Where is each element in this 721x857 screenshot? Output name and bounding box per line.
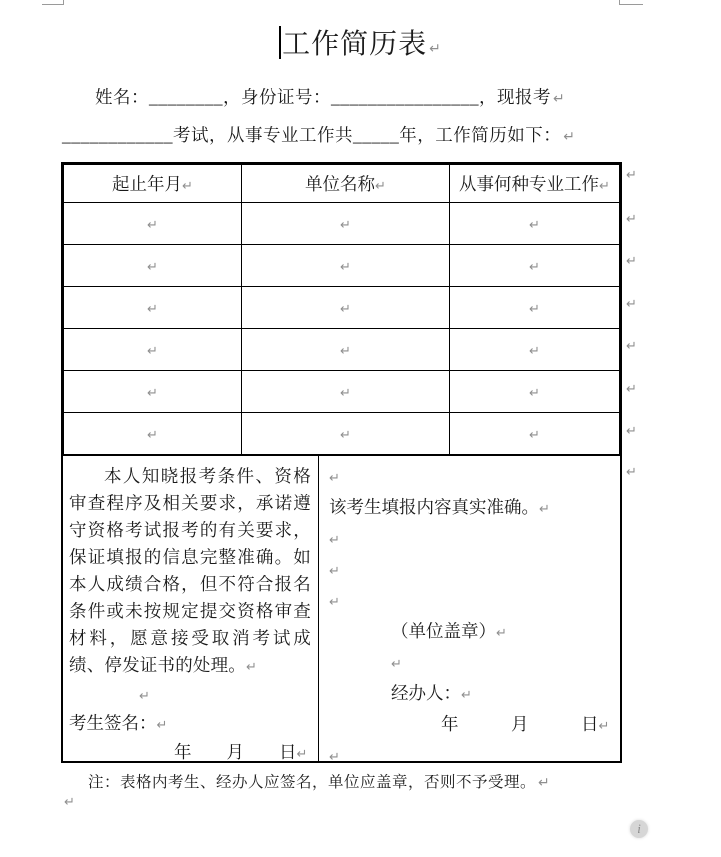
blank-line [329, 555, 620, 586]
empty-cell [242, 329, 450, 371]
text-cursor [279, 26, 281, 59]
paragraph-mark-icon: ↵ [391, 657, 402, 672]
empty-cell [64, 329, 242, 371]
header-label: 单位名称 [305, 174, 376, 194]
row-end-mark-icon: ↵ [626, 465, 637, 480]
paragraph-mark-icon: ↵ [539, 502, 550, 517]
paragraph-mark-icon: ↵ [329, 750, 340, 765]
intro-line-2-text: ____________考试，从事专业工作共_____年，工作简历如下： [62, 125, 562, 145]
unit-date-line [329, 710, 620, 741]
paragraph-mark-icon: ↵ [529, 260, 540, 275]
table-row [64, 245, 620, 287]
paragraph-mark-icon: ↵ [340, 218, 351, 233]
table-header-row [64, 165, 620, 203]
paragraph-mark-icon: ↵ [461, 688, 472, 703]
row-end-mark-icon: ↵ [626, 382, 637, 397]
paragraph-mark-icon: ↵ [329, 471, 340, 486]
paragraph-mark-icon: ↵ [156, 718, 168, 733]
paragraph-mark-icon: ↵ [147, 218, 158, 233]
paragraph-mark-icon: ↵ [296, 747, 308, 762]
paragraph-mark-icon: ↵ [139, 689, 150, 704]
intro-line-2 [62, 122, 575, 147]
empty-cell [64, 203, 242, 245]
empty-cell [242, 203, 450, 245]
header-cell-work [450, 165, 620, 203]
unit-verification-cell [319, 456, 620, 765]
candidate-signature-line [69, 710, 311, 739]
paragraph-mark-icon: ↵ [340, 428, 351, 443]
blank-line [329, 462, 620, 493]
empty-cell [64, 413, 242, 455]
empty-cell [64, 371, 242, 413]
resume-table [61, 162, 622, 763]
empty-cell [242, 245, 450, 287]
row-end-mark-icon: ↵ [626, 168, 637, 183]
paragraph-mark-icon: ↵ [147, 428, 158, 443]
blank-line [329, 524, 620, 555]
blank-line [69, 681, 311, 710]
verification-statement-line [329, 493, 620, 524]
table-row [64, 413, 620, 455]
empty-cell [242, 413, 450, 455]
row-end-mark-icon: ↵ [626, 212, 637, 227]
candidate-signature-label: 考生签名： [69, 713, 157, 733]
empty-cell [64, 245, 242, 287]
paragraph-mark-icon: ↵ [182, 179, 193, 194]
candidate-date-line [69, 739, 311, 768]
paragraph-mark-icon: ↵ [529, 386, 540, 401]
table-row [64, 371, 620, 413]
paragraph-mark-icon: ↵ [329, 595, 340, 610]
verification-statement: 该考生填报内容真实准确。 [329, 497, 539, 517]
header-label: 起止年月 [112, 174, 183, 194]
header-cell-unit [242, 165, 450, 203]
signature-section [63, 455, 620, 765]
blank-line [329, 741, 620, 772]
empty-cell [242, 287, 450, 329]
paragraph-mark-icon: ↵ [538, 775, 551, 791]
paragraph-mark-icon: ↵ [598, 719, 610, 734]
row-end-mark-icon: ↵ [626, 297, 637, 312]
header-cell-period [64, 165, 242, 203]
header-label: 从事何种专业工作 [459, 174, 600, 194]
handler-signature-line [329, 679, 620, 710]
paragraph-mark-icon: ↵ [553, 91, 566, 107]
declaration-text: 本人知晓报考条件、资格审查程序及相关要求，承诺遵守资格考试报考的有关要求，保证填报的信息完整准确。如本人成绩合格，但不符合报名条件或未按规定提交资格审查材料，愿意接受取消考试成绩、停发证书的处理。 [69, 466, 311, 675]
paragraph-mark-icon: ↵ [563, 129, 576, 145]
paragraph-mark-icon: ↵ [529, 428, 540, 443]
paragraph-mark-icon: ↵ [496, 626, 507, 641]
paragraph-mark-icon: ↵ [529, 344, 540, 359]
paragraph-mark-icon: ↵ [429, 41, 442, 57]
empty-cell [64, 287, 242, 329]
margin-crop-mark-top-left [42, 0, 64, 5]
paragraph-mark-icon: ↵ [147, 260, 158, 275]
intro-line-1-text: 姓名：________，身份证号：________________，现报考 [95, 87, 551, 107]
paragraph-mark-icon: ↵ [329, 564, 340, 579]
empty-cell [450, 329, 620, 371]
paragraph-mark-icon: ↵ [64, 795, 75, 810]
footnote-text: 注：表格内考生、经办人应签名，单位应盖章，否则不予受理。 [88, 774, 537, 791]
paragraph-mark-icon: ↵ [529, 218, 540, 233]
paragraph-mark-icon: ↵ [340, 386, 351, 401]
empty-cell [450, 413, 620, 455]
paragraph-mark-icon: ↵ [340, 260, 351, 275]
empty-cell [450, 287, 620, 329]
empty-cell [242, 371, 450, 413]
paragraph-mark-icon: ↵ [147, 386, 158, 401]
blank-line [329, 586, 620, 617]
table-row [64, 329, 620, 371]
unit-seal-line [329, 617, 620, 648]
paragraph-mark-icon: ↵ [340, 344, 351, 359]
page-info-icon: i [630, 820, 648, 838]
paragraph-mark-icon: ↵ [147, 344, 158, 359]
paragraph-mark-icon: ↵ [147, 302, 158, 317]
page-title-line [0, 22, 721, 62]
declaration-paragraph [69, 463, 311, 681]
row-end-mark-icon: ↵ [626, 339, 637, 354]
work-history-grid [63, 164, 620, 455]
blank-line [329, 648, 620, 679]
table-row [64, 287, 620, 329]
row-end-mark-icon: ↵ [626, 254, 637, 269]
empty-cell [450, 371, 620, 413]
empty-cell [450, 245, 620, 287]
margin-crop-mark-top-right [619, 0, 643, 5]
footnote [88, 770, 550, 792]
unit-date-text: 年 月 日 [441, 714, 599, 734]
paragraph-mark-icon: ↵ [529, 302, 540, 317]
unit-seal-label: （单位盖章） [391, 621, 496, 641]
page-title: 工作简历表 [282, 29, 428, 60]
intro-line-1 [95, 84, 565, 109]
paragraph-mark-icon: ↵ [375, 179, 386, 194]
paragraph-mark-icon: ↵ [599, 179, 610, 194]
candidate-date-text: 年 月 日 [174, 742, 297, 762]
empty-cell [450, 203, 620, 245]
paragraph-mark-icon: ↵ [340, 302, 351, 317]
paragraph-mark-icon: ↵ [329, 533, 340, 548]
table-row [64, 203, 620, 245]
paragraph-mark-icon: ↵ [246, 660, 258, 675]
handler-label: 经办人： [391, 683, 461, 703]
candidate-declaration-cell [63, 456, 319, 761]
row-end-mark-icon: ↵ [626, 424, 637, 439]
